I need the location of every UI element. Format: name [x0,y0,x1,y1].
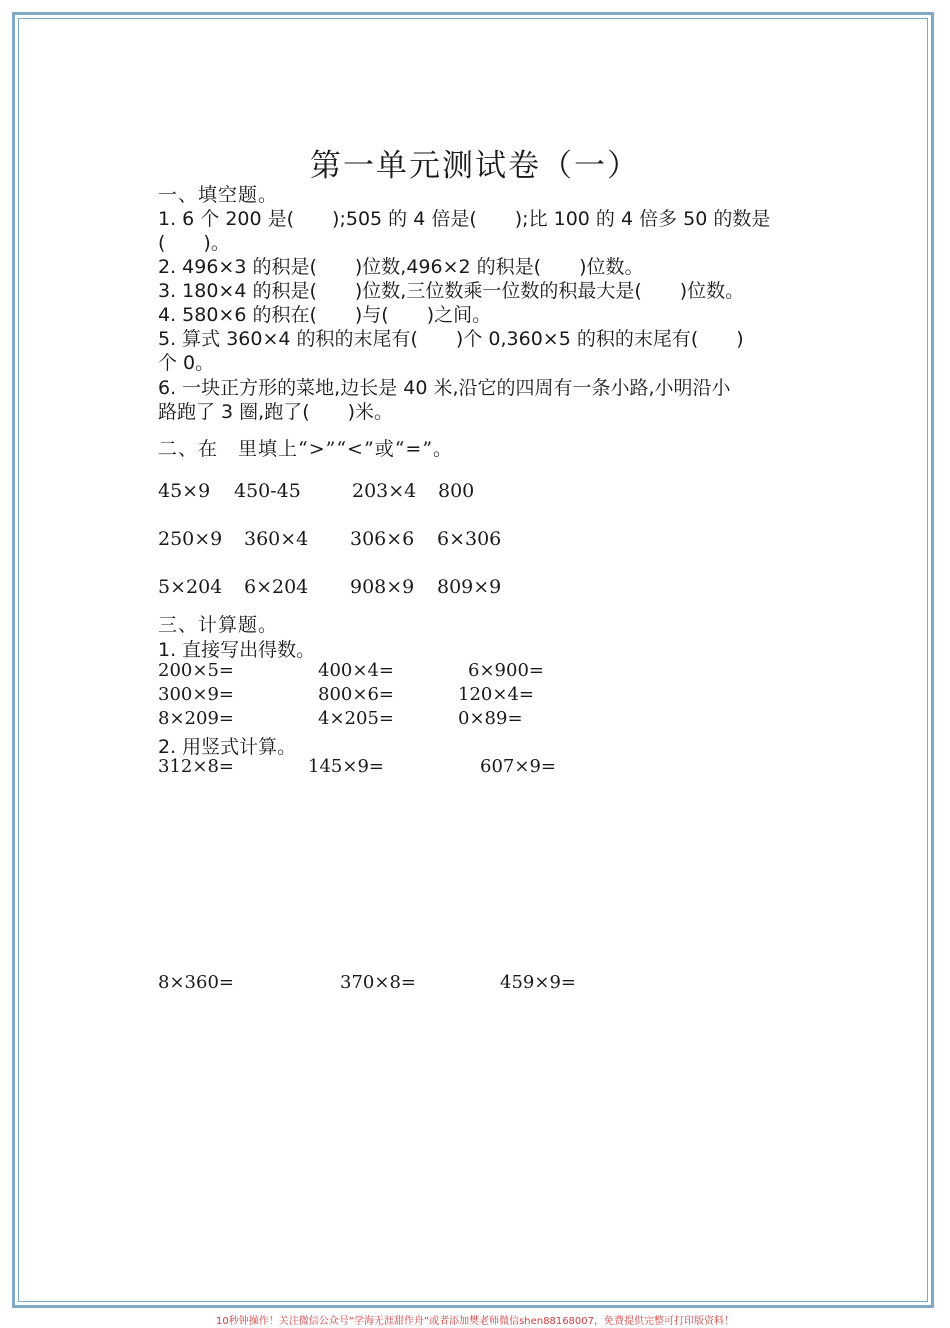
compare-right: 6×204 [244,576,309,598]
compare-left: 306×6 [350,528,415,550]
vertical-problem: 459×9= [500,972,576,993]
compare-left: 203×4 [352,480,417,502]
compare-left: 45×9 [158,480,211,502]
oral-problem: 200×5= [158,660,234,681]
oral-problem: 300×9= [158,684,234,705]
compare-left: 250×9 [158,528,223,550]
page-title: 第一单元测试卷（一） [310,148,640,184]
oral-problem: 400×4= [318,660,394,681]
question-line: ( )。 [158,232,230,254]
question-line: 1. 6 个 200 是( );505 的 4 倍是( );比 100 的 4 倍多 50 的数是 [158,208,771,230]
vertical-problem: 8×360= [158,972,234,993]
oral-problem: 8×209= [158,708,234,729]
compare-right: 450-45 [234,480,301,502]
question-line: 3. 180×4 的积是( )位数,三位数乘一位数的积最大是( )位数。 [158,280,745,302]
oral-problem: 0×89= [458,708,523,729]
question-line: 个 0。 [158,352,215,374]
question-line: 6. 一块正方形的菜地,边长是 40 米,沿它的四周有一条小路,小明沿小 [158,377,731,399]
part2-title: 2. 用竖式计算。 [158,736,297,758]
vertical-problem: 312×8= [158,756,234,777]
vertical-problem: 607×9= [480,756,556,777]
compare-right: 6×306 [437,528,502,550]
oral-problem: 6×900= [468,660,544,681]
oral-problem: 800×6= [318,684,394,705]
vertical-problem: 370×8= [340,972,416,993]
oral-problem: 4×205= [318,708,394,729]
footer-notice: 10秒钟操作！关注微信公众号“学海无涯甜作舟”或者添加樊老师微信shen88168007，免费提供完整可打印版资料！ [215,1316,735,1327]
question-line: 路跑了 3 圈,跑了( )米。 [158,401,394,423]
compare-left: 5×204 [158,576,223,598]
part1-title: 1. 直接写出得数。 [158,639,316,661]
section2-heading: 二、在 里填上“>”“<”或“=”。 [158,438,454,460]
section1-heading: 一、填空题。 [158,184,279,206]
section3-heading: 三、计算题。 [158,614,279,636]
question-line: 5. 算式 360×4 的积的末尾有( )个 0,360×5 的积的末尾有( ) [158,328,744,350]
oral-problem: 120×4= [458,684,534,705]
question-line: 4. 580×6 的积在( )与( )之间。 [158,304,492,326]
compare-right: 800 [438,480,475,502]
vertical-problem: 145×9= [308,756,384,777]
compare-right: 809×9 [437,576,502,598]
compare-right: 360×4 [244,528,309,550]
compare-left: 908×9 [350,576,415,598]
question-line: 2. 496×3 的积是( )位数,496×2 的积是( )位数。 [158,256,644,278]
